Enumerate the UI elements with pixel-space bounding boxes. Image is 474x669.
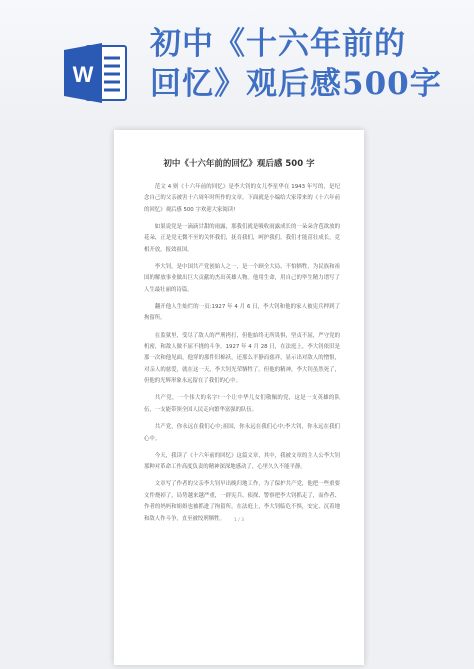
paragraph-4: 翻开他人生灿烂的一页:1927 年 4 月 6 日，李大钊和他的家人被宪兵押到了拘留所。	[144, 304, 340, 322]
word-logo-letter: W	[72, 62, 94, 87]
paragraph-8: 今天，我读了《十六年前的回忆》这篇文章，其中，我被文章的主人公李大钊那种对革命工作高度负责的精神深深地感动了，心里久久不能平静。	[144, 452, 340, 471]
paragraph-9: 文章写了作者的父亲李大钊早出晚归地工作，为了保护共产党，他把一些重要文件烧掉了，局势越来越严重，一群宪兵、侦探、警察把李大钊抓走了，而作者、作者的妈妈和姐姐也被抓进了拘留所，在法庭上，李大钊临危不惧，安定、沉着地和敌人作斗争，直至被绞刑牺牲。	[144, 481, 340, 522]
paragraph-2: 如果说党是一滴滴甘甜的雨露，那我们就是吸收雨露成长的一朵朵含苞欲放的花朵，正是党无微不至的关怀我们，抚育我们，呵护我们，我们才能茁壮成长，竞相开放，报效祖国。	[144, 224, 340, 253]
banner-title-line-1: 初中《十六年前的	[150, 26, 406, 62]
document-body	[144, 182, 340, 531]
word-document-icon	[64, 42, 128, 104]
banner-title-line-2: 回忆》观后感500字	[150, 66, 442, 102]
paragraph-7: 共产党，你永远在我们心中;祖国，你永远在我们心中;李大钊，你永远在我们心中。	[144, 424, 340, 442]
banner-title	[150, 24, 468, 104]
paragraph-1: 范文 4 则《十六年前的回忆》是李大钊的女儿李星华在 1943 年写的，是纪念自己的父亲被害十六周年时所作的文章。下面就是小编给大家带来的《十六年前的回忆》观后感 500 字欢迎大家阅读!	[144, 184, 340, 213]
paragraph-6: 共产党，一个伟大的名字!一个让中华儿女们敬佩的党，这是一支英雄的队伍，一支能带领全国人民走向繁华富强的队伍。	[144, 395, 340, 413]
paragraph-5: 在监狱里，受尽了敌人的严刑拷打，但他始终无所畏惧，坚贞不屈，严守党的机密，和敌人做不屈不挠的斗争。1927 年 4 月 28 日，在法庭上，李大钊依旧是那一次和他见面，他穿的那件旧棉袄，还那么平静而慈祥，显示出对敌人的憎恨，对亲人的慈爱，就在这一天，李大钊光荣牺牲了。但他的精神，李大钊虽然死了，但他的光辉形象永远留在了我们的心中。	[144, 332, 340, 385]
header-banner	[0, 0, 474, 128]
document-page	[114, 130, 364, 665]
page-number: 1 / 3	[233, 518, 245, 523]
document-title: 初中《十六年前的回忆》观后感 500 字	[163, 159, 315, 169]
paragraph-3: 李大钊，是中国共产党创始人之一，是一个顾全大局、不怕牺牲，为民族和祖国的解放事业做出巨大贡献的杰出英雄人物。他用生命，用自己的毕生精力谱写了人生最壮丽的诗篇。	[144, 264, 340, 293]
